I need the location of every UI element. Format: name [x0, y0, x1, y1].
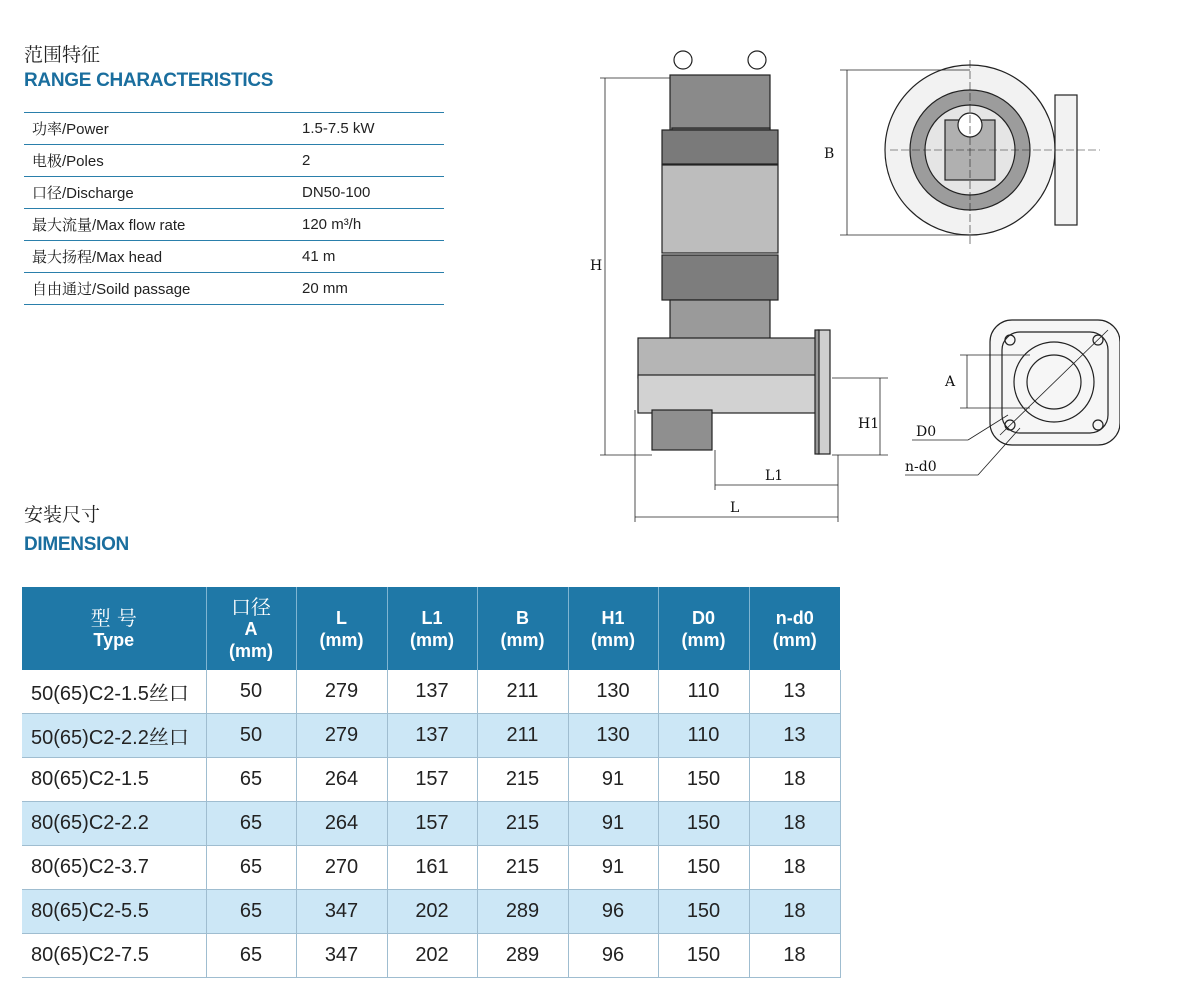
value-cell: 150 [658, 846, 749, 890]
range-table [24, 112, 444, 305]
label-H1: H1 [858, 416, 880, 432]
range-row [24, 113, 444, 145]
header-line: A [244, 618, 258, 639]
header-line: (mm) [410, 629, 454, 650]
column-header [296, 587, 387, 670]
column-header [206, 587, 296, 670]
type-cell: 80(65)C2-5.5 [22, 890, 206, 934]
value-cell: 130 [568, 714, 658, 758]
label-n-d0: n-d0 [905, 459, 937, 475]
value-cell: 65 [206, 890, 296, 934]
header-line: n-d0 [775, 607, 814, 628]
pump-top-view [840, 60, 1100, 245]
dimension-table [22, 587, 841, 978]
range-row [24, 273, 444, 305]
value-cell: 18 [749, 758, 840, 802]
header-line: L1 [421, 607, 443, 628]
header-line: L [336, 607, 347, 628]
header-line: D0 [691, 607, 715, 628]
value-cell: 137 [387, 670, 477, 714]
value-cell: 215 [477, 846, 568, 890]
value-cell: 202 [387, 934, 477, 978]
header-line: (mm) [772, 629, 817, 650]
dimension-title-cn: 安装尺寸 [24, 504, 101, 526]
value-cell: 110 [658, 714, 749, 758]
range-label: 功率/Power [24, 113, 294, 145]
table-row [22, 670, 840, 714]
value-cell: 215 [477, 758, 568, 802]
value-cell: 18 [749, 802, 840, 846]
flange-view [905, 320, 1120, 475]
value-cell: 270 [296, 846, 387, 890]
range-row [24, 241, 444, 273]
value-cell: 130 [568, 670, 658, 714]
range-value: 2 [294, 145, 444, 177]
value-cell: 289 [477, 890, 568, 934]
range-label: 最大扬程/Max head [24, 241, 294, 273]
value-cell: 211 [477, 714, 568, 758]
header-line: B [516, 607, 529, 628]
value-cell: 50 [206, 670, 296, 714]
value-cell: 279 [296, 670, 387, 714]
label-L1: L1 [765, 468, 784, 484]
range-value: DN50-100 [294, 177, 444, 209]
column-header [22, 587, 206, 670]
table-row [22, 758, 840, 802]
range-value: 20 mm [294, 273, 444, 305]
range-label: 电极/Poles [24, 145, 294, 177]
column-header [749, 587, 840, 670]
range-title-cn: 范围特征 [24, 44, 101, 66]
value-cell: 13 [749, 714, 840, 758]
label-L: L [730, 500, 740, 516]
value-cell: 65 [206, 934, 296, 978]
header-line: (mm) [591, 629, 635, 650]
value-cell: 289 [477, 934, 568, 978]
value-cell: 91 [568, 846, 658, 890]
range-value: 1.5-7.5 kW [294, 113, 444, 145]
label-A: A [945, 374, 956, 390]
value-cell: 264 [296, 758, 387, 802]
value-cell: 65 [206, 846, 296, 890]
table-row [22, 846, 840, 890]
value-cell: 279 [296, 714, 387, 758]
value-cell: 13 [749, 670, 840, 714]
header-line: (mm) [319, 629, 364, 650]
type-cell: 50(65)C2-1.5丝口 [22, 670, 206, 714]
column-header [477, 587, 568, 670]
value-cell: 161 [387, 846, 477, 890]
header-line: (mm) [229, 640, 273, 661]
range-value: 41 m [294, 241, 444, 273]
label-B: B [824, 146, 835, 162]
label-D0: D0 [916, 424, 937, 440]
value-cell: 215 [477, 802, 568, 846]
type-cell: 80(65)C2-3.7 [22, 846, 206, 890]
dimension-title-en: DIMENSION [24, 534, 129, 555]
type-cell: 80(65)C2-7.5 [22, 934, 206, 978]
header-line: (mm) [500, 629, 545, 650]
value-cell: 110 [658, 670, 749, 714]
range-label: 口径/Discharge [24, 177, 294, 209]
pump-side-view [638, 51, 830, 454]
value-cell: 65 [206, 758, 296, 802]
value-cell: 18 [749, 846, 840, 890]
value-cell: 18 [749, 934, 840, 978]
value-cell: 150 [658, 758, 749, 802]
pump-drawing [560, 30, 1120, 530]
value-cell: 347 [296, 890, 387, 934]
value-cell: 50 [206, 714, 296, 758]
table-row [22, 714, 840, 758]
table-row [22, 890, 840, 934]
value-cell: 150 [658, 890, 749, 934]
value-cell: 96 [568, 890, 658, 934]
value-cell: 264 [296, 802, 387, 846]
value-cell: 211 [477, 670, 568, 714]
value-cell: 96 [568, 934, 658, 978]
range-label: 最大流量/Max flow rate [24, 209, 294, 241]
header-line: 口径 [231, 594, 271, 619]
range-row [24, 209, 444, 241]
value-cell: 347 [296, 934, 387, 978]
column-header [658, 587, 749, 670]
value-cell: 150 [658, 934, 749, 978]
table-row [22, 802, 840, 846]
value-cell: 91 [568, 758, 658, 802]
label-H: H [590, 258, 603, 274]
range-value: 120 m³/h [294, 209, 444, 241]
range-row [24, 145, 444, 177]
header-line: Type [93, 629, 135, 650]
type-cell: 80(65)C2-2.2 [22, 802, 206, 846]
value-cell: 202 [387, 890, 477, 934]
table-row [22, 934, 840, 978]
type-cell: 80(65)C2-1.5 [22, 758, 206, 802]
header-line: 型 号 [90, 605, 137, 630]
value-cell: 150 [658, 802, 749, 846]
range-title-en: RANGE CHARACTERISTICS [24, 70, 274, 91]
type-cell: 50(65)C2-2.2丝口 [22, 714, 206, 758]
column-header [387, 587, 477, 670]
value-cell: 18 [749, 890, 840, 934]
value-cell: 91 [568, 802, 658, 846]
range-row [24, 177, 444, 209]
range-label: 自由通过/Soild passage [24, 273, 294, 305]
column-header [568, 587, 658, 670]
value-cell: 157 [387, 758, 477, 802]
value-cell: 65 [206, 802, 296, 846]
header-line: H1 [601, 607, 625, 628]
header-line: (mm) [681, 629, 726, 650]
value-cell: 137 [387, 714, 477, 758]
value-cell: 157 [387, 802, 477, 846]
